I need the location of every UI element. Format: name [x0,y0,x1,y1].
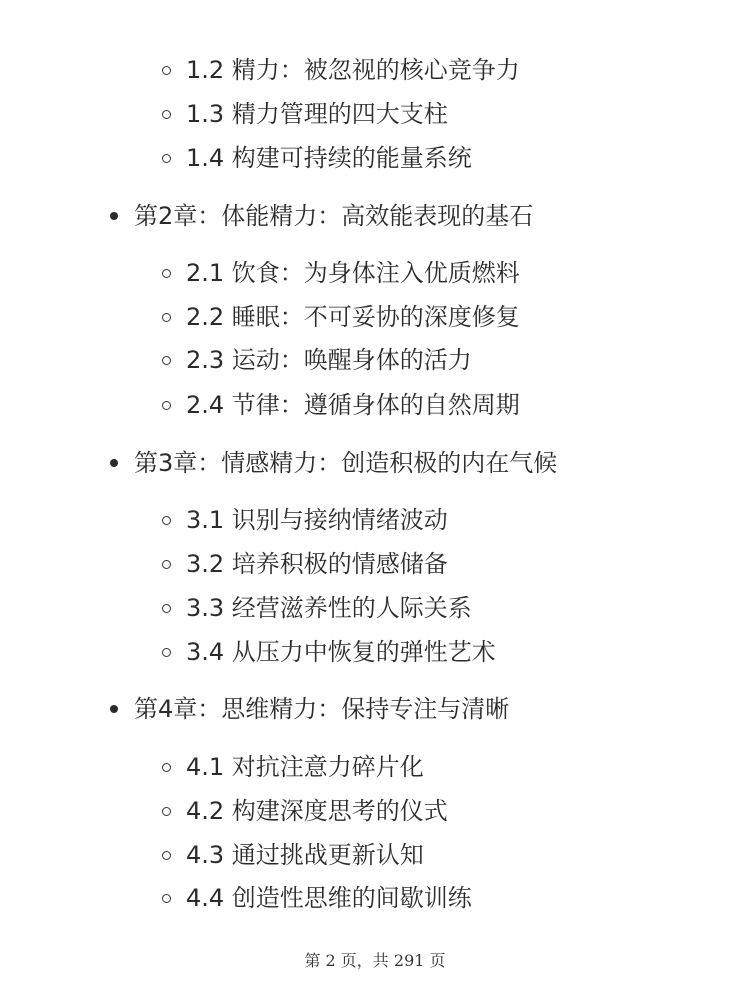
toc-subsection-label: 3.1 识别与接纳情绪波动 [186,506,448,534]
toc-chapter-2 [110,200,533,232]
hollow-bullet-icon [162,763,171,772]
toc-subsection-1-2 [162,54,520,86]
hollow-bullet-icon [162,894,171,903]
filled-bullet-icon [110,705,118,713]
hollow-bullet-icon [162,807,171,816]
toc-subsection-1-4 [162,142,472,174]
hollow-bullet-icon [162,356,171,365]
toc-subsection-label: 1.2 精力：被忽视的核心竞争力 [186,56,520,84]
toc-subsection-3-1 [162,504,448,536]
hollow-bullet-icon [162,154,171,163]
toc-subsection-4-2 [162,795,448,827]
hollow-bullet-icon [162,851,171,860]
toc-subsection-label: 2.2 睡眠：不可妥协的深度修复 [186,303,520,331]
toc-subsection-label: 3.3 经营滋养性的人际关系 [186,594,472,622]
toc-subsection-label: 1.3 精力管理的四大支柱 [186,100,448,128]
toc-subsection-label: 4.1 对抗注意力碎片化 [186,753,424,781]
hollow-bullet-icon [162,66,171,75]
toc-chapter-4 [110,693,509,725]
toc-chapter-label: 第2章：体能精力：高效能表现的基石 [134,202,534,230]
toc-subsection-label: 4.3 通过挑战更新认知 [186,841,424,869]
toc-subsection-4-3 [162,839,424,871]
hollow-bullet-icon [162,604,171,613]
toc-chapter-label: 第4章：思维精力：保持专注与清晰 [134,695,510,723]
toc-subsection-2-1 [162,257,520,289]
toc-subsection-4-1 [162,751,424,783]
toc-chapter-3 [110,447,557,479]
toc-subsection-label: 4.4 创造性思维的间歇训练 [186,884,472,912]
hollow-bullet-icon [162,648,171,657]
hollow-bullet-icon [162,110,171,119]
toc-subsection-2-2 [162,301,520,333]
toc-subsection-3-3 [162,592,472,624]
hollow-bullet-icon [162,401,171,410]
page-indicator: 第 2 页，共 291 页 [304,951,446,970]
toc-subsection-label: 2.3 运动：唤醒身体的活力 [186,346,472,374]
toc-subsection-1-3 [162,98,448,130]
toc-subsection-label: 4.2 构建深度思考的仪式 [186,797,448,825]
toc-subsection-4-4 [162,882,472,914]
filled-bullet-icon [110,459,118,467]
toc-subsection-label: 2.1 饮食：为身体注入优质燃料 [186,259,520,287]
toc-subsection-label: 3.4 从压力中恢复的弹性艺术 [186,638,496,666]
hollow-bullet-icon [162,313,171,322]
toc-subsection-label: 1.4 构建可持续的能量系统 [186,144,472,172]
toc-subsection-label: 2.4 节律：遵循身体的自然周期 [186,391,520,419]
toc-chapter-label: 第3章：情感精力：创造积极的内在气候 [134,449,558,477]
toc-subsection-2-4 [162,389,520,421]
toc-subsection-3-4 [162,636,496,668]
toc-subsection-label: 3.2 培养积极的情感储备 [186,550,448,578]
filled-bullet-icon [110,212,118,220]
hollow-bullet-icon [162,560,171,569]
toc-subsection-3-2 [162,548,448,580]
toc-subsection-2-3 [162,344,472,376]
hollow-bullet-icon [162,269,171,278]
hollow-bullet-icon [162,516,171,525]
